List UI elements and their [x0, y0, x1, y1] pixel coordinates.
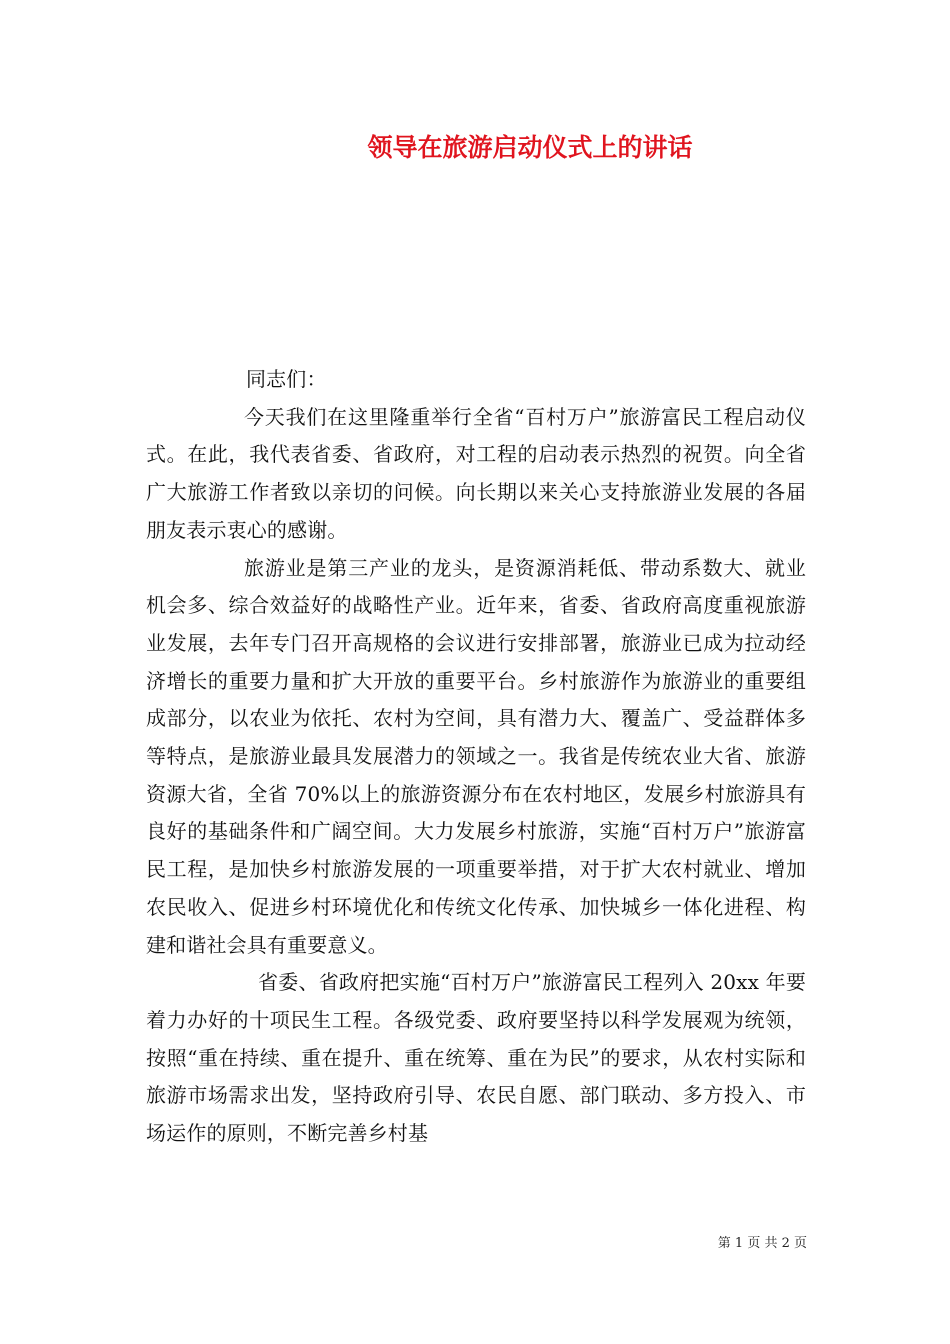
- paragraph-3: 省委、省政府把实施“百村万户”旅游富民工程列入 20xx 年要着力办好的十项民生工程。各级党委、政府要坚持以科学发展观为统领，按照“重在持续、重在提升、重在统筹、重在为民”的要求，从农村实际和旅游市场需求出发，坚持政府引导、农民自愿、部门联动、多方投入、市场运作的原则，不断完善乡村基: [146, 970, 806, 1146]
- paragraph-2: 旅游业是第三产业的龙头，是资源消耗低、带动系数大、就业机会多、综合效益好的战略性产业。近年来，省委、省政府高度重视旅游业发展，去年专门召开高规格的会议进行安排部署，旅游业已成为拉动经济增长的重要力量和扩大开放的重要平台。乡村旅游作为旅游业的重要组成部分，以农业为依托、农村为空间，具有潜力大、覆盖广、受益群体多等特点，是旅游业最具发展潜力的领域之一。我省是传统农业大省、旅游资源大省，全省 70%以上的旅游资源分布在农村地区，发展乡村旅游具有良好的基础条件和广阔空间。大力发展乡村旅游，实施“百村万户”旅游富民工程，是加快乡村旅游发展的一项重要举措，对于扩大农村就业、增加农民收入、促进乡村环境优化和传统文化传承、加快城乡一体化进程、构建和谐社会具有重要意义。: [146, 555, 806, 957]
- salutation: 同志们：: [246, 367, 327, 391]
- document-title: 领导在旅游启动仪式上的讲话: [367, 133, 693, 162]
- page-number-footer: 第 1 页 共 2 页: [717, 1236, 807, 1251]
- document-body: [146, 361, 806, 1153]
- paragraph-1: 今天我们在这里隆重举行全省“百村万户”旅游富民工程启动仪式。在此，我代表省委、省政府，对工程的启动表示热烈的祝贺。向全省广大旅游工作者致以亲切的问候。向长期以来关心支持旅游业发展的各届朋友表示衷心的感谢。: [146, 404, 806, 542]
